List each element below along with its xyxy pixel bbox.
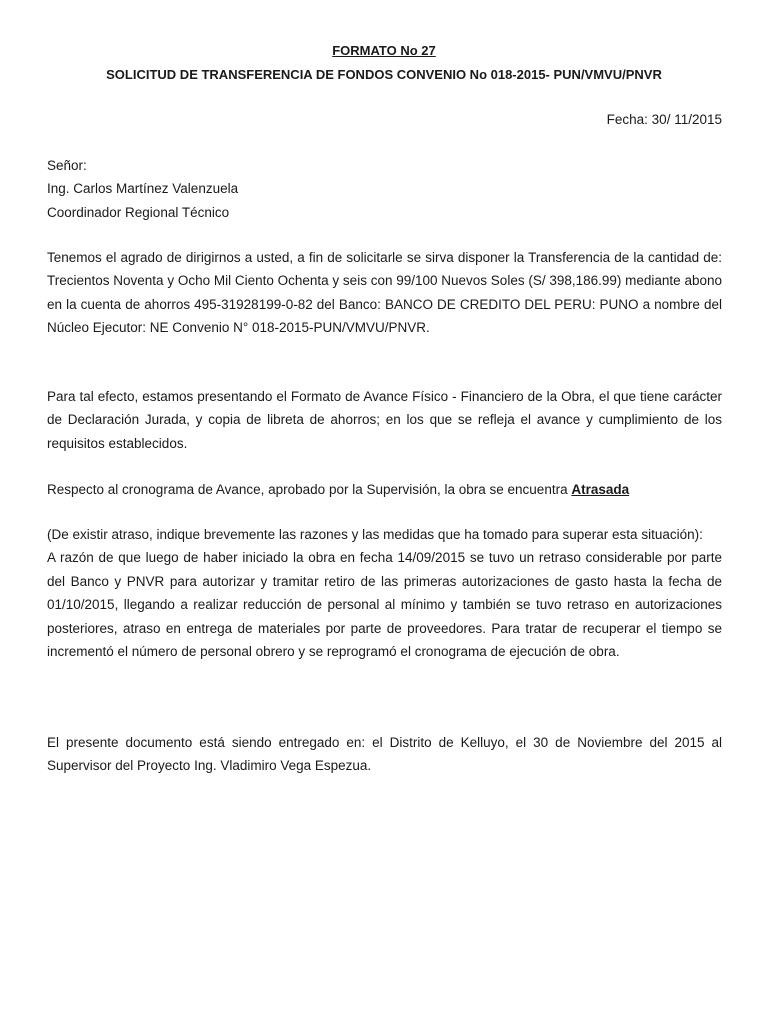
addressee-role: Coordinador Regional Técnico (47, 204, 230, 220)
delay-section (47, 523, 722, 663)
form-title: FORMATO No 27 (332, 43, 436, 58)
schedule-status: Atrasada (571, 482, 630, 497)
document-date: Fecha: 30/ 11/2015 (606, 112, 722, 127)
schedule-text: Respecto al cronograma de Avance, aprobado por la Supervisión, la obra se encuentra (47, 482, 572, 497)
delay-question: (De existir atraso, indique brevemente las razones y las medidas que ha tomado para superar esta situación): (47, 527, 703, 542)
salutation: Señor: (47, 158, 87, 173)
addressee-block (47, 154, 722, 224)
request-paragraph: Tenemos el agrado de dirigirnos a usted, a fin de solicitarle se sirva disponer la Transferencia de la cantidad de: Trecientos Noventa y Ocho Mil Ciento Ochenta y seis con 99/100 Nuevos Soles (S/ 398,186.99) mediante abono en la cuenta de ahorros 495-31928199-0-82 del Banco: BANCO DE CREDITO DEL PERU: PUNO a nombre del Núcleo Ejecutor: NE Convenio N° 018-2015-PUN/VMVU/PNVR. (47, 250, 722, 336)
delay-reason: A razón de que luego de haber iniciado la obra en fecha 14/09/2015 se tuvo un retraso considerable por parte del Banco y PNVR para autorizar y tramitar retiro de las primeras autorizaciones de gasto hasta la fecha de 01/10/2015, llegando a realizar reducción de personal al mínimo y también se tuvo retraso en autorizaciones posteriores, atraso en entrega de materiales por parte de proveedores. Para tratar de recuperar el tiempo se incrementó el número de personal obrero y se reprogramó el cronograma de ejecución de obra. (47, 550, 722, 660)
schedule-paragraph (47, 478, 722, 501)
addressee-name: Ing. Carlos Martínez Valenzuela (47, 181, 239, 197)
document-subject: SOLICITUD DE TRANSFERENCIA DE FONDOS CONVENIO No 018-2015- PUN/VMVU/PNVR (106, 67, 662, 82)
closing-paragraph: El presente documento está siendo entregado en: el Distrito de Kelluyo, el 30 de Noviembre del 2015 al Supervisor del Proyecto Ing. Vladimiro Vega Espezua. (47, 735, 722, 774)
presentation-paragraph: Para tal efecto, estamos presentando el Formato de Avance Físico - Financiero de la Obra, el que tiene carácter de Declaración Jurada, y copia de libreta de ahorros; en los que se refleja el avance y cumplimiento de los requisitos establecidos. (47, 389, 722, 451)
